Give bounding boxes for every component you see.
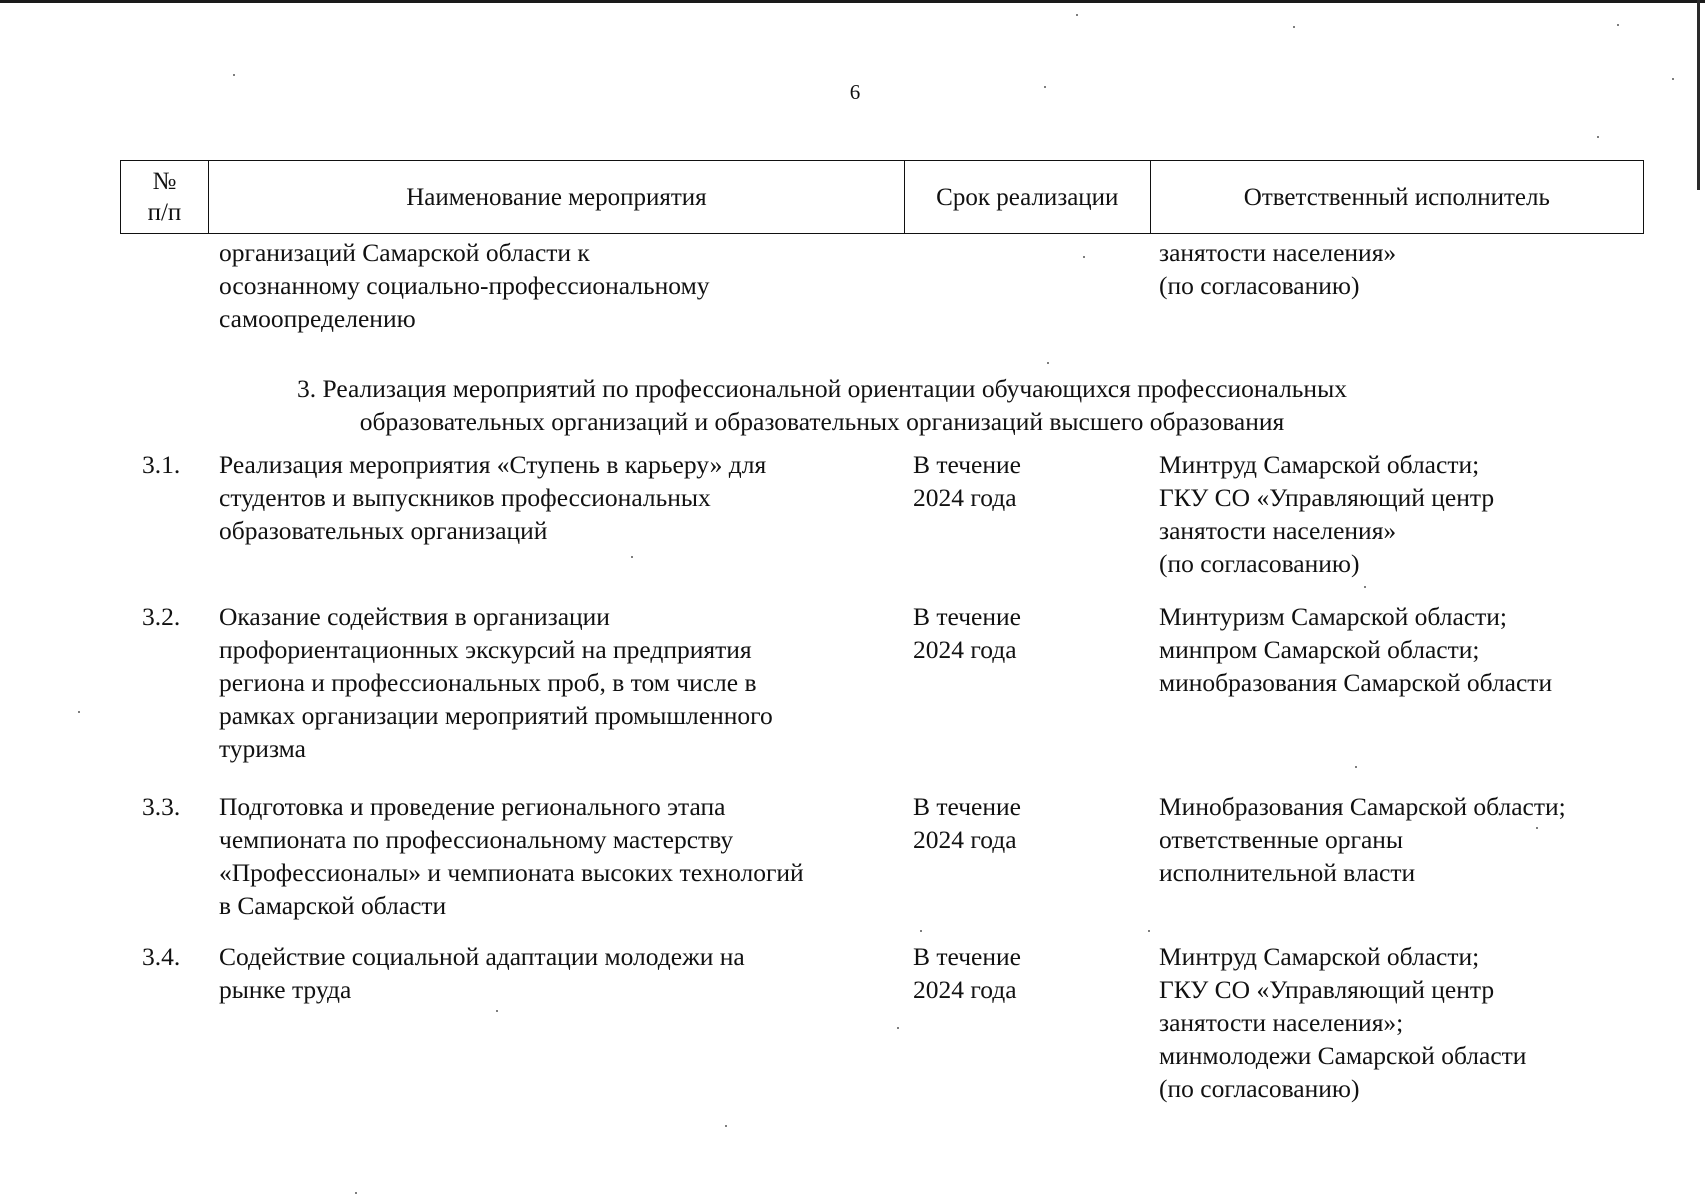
cell-number: 3.3. xyxy=(142,792,181,821)
scan-speck xyxy=(725,1125,727,1127)
header-term: Срок реализации xyxy=(904,161,1150,233)
cell-number: 3.1. xyxy=(142,450,181,479)
scan-speck xyxy=(897,1027,899,1029)
cell-name: Содействие социальной адаптации молодежи на рынке труда xyxy=(219,942,745,1004)
table-header xyxy=(120,160,1644,234)
header-responsible: Ответственный исполнитель xyxy=(1150,161,1643,233)
scan-speck xyxy=(1597,136,1599,138)
scan-speck xyxy=(355,1192,357,1194)
scan-speck xyxy=(920,930,922,932)
cell-number: 3.4. xyxy=(142,942,181,971)
cell-name: Подготовка и проведение регионального этапа чемпионата по профессиональному мастерству «Профессионалы» и чемпионата высоких технологий в Самарской области xyxy=(219,792,804,920)
scan-edge-right xyxy=(1697,0,1700,190)
section-heading: 3. Реализация мероприятий по профессиональной ориентации обучающихся профессиональных образовательных организаций и образовательных организаций высшего образования xyxy=(297,374,1347,436)
page-number: 6 xyxy=(849,80,861,104)
scan-speck xyxy=(233,74,235,76)
scan-speck xyxy=(1148,930,1150,932)
scan-speck xyxy=(1047,362,1049,364)
scan-speck xyxy=(1617,24,1619,26)
scan-speck xyxy=(1364,586,1366,588)
cell-responsible: Минобразования Самарской области; ответственные органы исполнительной власти xyxy=(1159,792,1566,887)
scan-speck xyxy=(1083,256,1085,258)
cell-responsible: Минтруд Самарской области; ГКУ СО «Управляющий центр занятости населения» (по согласованию) xyxy=(1159,450,1495,578)
cell-term: В течение 2024 года xyxy=(913,602,1021,664)
header-number: № п/п xyxy=(147,168,182,226)
cell-term: В течение 2024 года xyxy=(913,450,1021,512)
scan-speck xyxy=(631,556,633,558)
scan-speck xyxy=(78,711,80,713)
cell-responsible: Минтуризм Самарской области; минпром Самарской области; минобразования Самарской области xyxy=(1159,602,1553,697)
scan-speck xyxy=(1355,766,1357,768)
cell-responsible: Минтруд Самарской области; ГКУ СО «Управляющий центр занятости населения»; минмолодежи Самарской области (по согласованию) xyxy=(1159,942,1527,1103)
cell-term: В течение 2024 года xyxy=(913,792,1021,854)
scan-speck xyxy=(1293,26,1295,28)
cell-name: Оказание содействия в организации профориентационных экскурсий на предприятия региона и профессиональных проб, в том числе в рамках организации мероприятий промышленного туризма xyxy=(219,602,773,763)
scan-speck xyxy=(1076,14,1078,16)
cell-responsible: занятости населения» (по согласованию) xyxy=(1159,238,1397,300)
header-name: Наименование мероприятия xyxy=(208,161,904,233)
scan-speck xyxy=(1044,86,1046,88)
scan-speck xyxy=(496,1010,498,1012)
cell-name: организаций Самарской области к осознанному социально-профессиональному самоопределению xyxy=(219,238,710,333)
cell-term: В течение 2024 года xyxy=(913,942,1021,1004)
cell-number: 3.2. xyxy=(142,602,181,631)
cell-name: Реализация мероприятия «Ступень в карьеру» для студентов и выпускников профессиональных образовательных организаций xyxy=(219,450,767,545)
scan-speck xyxy=(1672,78,1674,80)
scan-edge-top xyxy=(0,0,1705,3)
